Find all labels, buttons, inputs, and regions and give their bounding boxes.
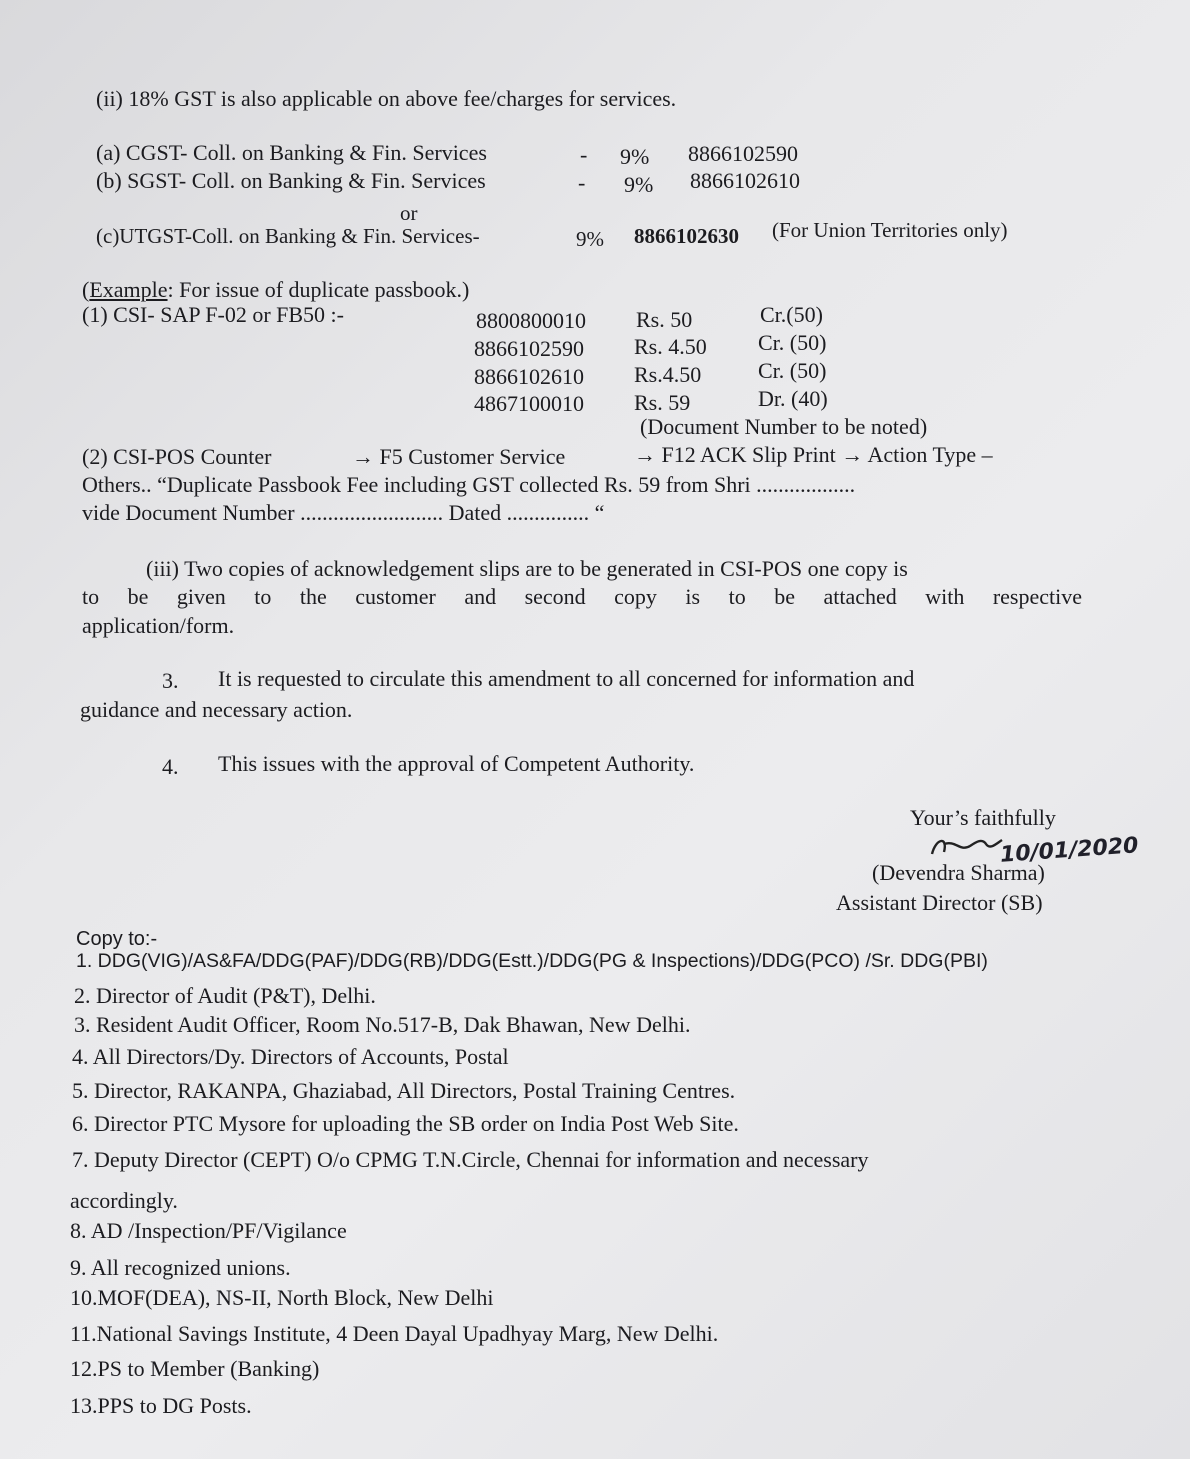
copy-to-item: 6. Director PTC Mysore for uploading the SB order on India Post Web Site. <box>72 1111 739 1136</box>
step2-line3: vide Document Number .......................... Dated ............... “ <box>82 500 605 525</box>
closing-text: Your’s faithfully <box>910 805 1056 830</box>
para3-line2: guidance and necessary action. <box>80 697 353 722</box>
entry-amount: Rs. 4.50 <box>634 334 707 359</box>
para-iii-line1: (iii) Two copies of acknowledgement slips are to be generated in CSI-POS one copy is <box>146 556 908 581</box>
signatory-name: (Devendra Sharma) <box>872 860 1045 885</box>
entry-account: 8866102610 <box>474 364 584 389</box>
entry-amount: Rs.4.50 <box>634 362 702 387</box>
gst-intro: (ii) 18% GST is also applicable on above fee/charges for services. <box>96 86 677 111</box>
entry-account: 4867100010 <box>474 391 584 416</box>
copy-to-item: 10.MOF(DEA), NS-II, North Block, New Delhi <box>70 1285 494 1310</box>
gst-row-cgst-code: 8866102590 <box>688 141 798 166</box>
gst-row-utgst-code: 8866102630 <box>634 224 739 248</box>
doc-number-note: (Document Number to be noted) <box>640 414 928 439</box>
entry-amount: Rs. 50 <box>636 307 693 332</box>
para-iii-line3: application/form. <box>82 613 235 638</box>
entry-type: Cr. (50) <box>758 330 827 355</box>
gst-row-utgst-label: (c)UTGST-Coll. on Banking & Fin. Services- <box>96 224 480 248</box>
entry-type: Dr. (40) <box>758 386 828 411</box>
gst-row-cgst-dash: - <box>580 142 588 167</box>
signatory-designation: Assistant Director (SB) <box>836 890 1043 915</box>
entry-amount: Rs. 59 <box>634 390 691 415</box>
example-step1-label: (1) CSI- SAP F-02 or FB50 :- <box>82 302 344 327</box>
example-heading-label: Example <box>89 277 168 302</box>
step2-line1-a: (2) CSI-POS Counter <box>82 444 272 469</box>
copy-to-item: 7. Deputy Director (CEPT) O/o CPMG T.N.Circle, Chennai for information and necessary <box>72 1147 869 1172</box>
para3-number: 3. <box>162 668 179 693</box>
copy-to-item: 8. AD /Inspection/PF/Vigilance <box>70 1218 347 1243</box>
copy-to-item: 5. Director, RAKANPA, Ghaziabad, All Directors, Postal Training Centres. <box>72 1078 736 1103</box>
gst-row-sgst-code: 8866102610 <box>690 168 800 193</box>
para-iii-line2: to be given to the customer and second copy is to be attached with respective <box>82 584 1082 609</box>
para4-text: This issues with the approval of Competent Authority. <box>218 751 695 776</box>
gst-row-utgst-note: (For Union Territories only) <box>772 218 1008 242</box>
step2-line2: Others.. “Duplicate Passbook Fee including GST collected Rs. 59 from Shri .................. <box>82 472 856 497</box>
signature-date: 10/01/2020 <box>999 833 1140 868</box>
example-heading <box>82 277 469 303</box>
example-heading-open: ( <box>82 277 90 302</box>
entry-type: Cr.(50) <box>760 302 823 327</box>
copy-to-item: 2. Director of Audit (P&T), Delhi. <box>74 983 376 1008</box>
gst-or: or <box>400 201 418 225</box>
signature-scribble <box>926 830 1006 862</box>
entry-account: 8866102590 <box>474 336 584 361</box>
entry-account: 8800800010 <box>476 308 586 333</box>
copy-to-item: 9. All recognized unions. <box>70 1255 291 1280</box>
example-heading-rest: : For issue of duplicate passbook.) <box>167 277 470 302</box>
gst-row-sgst-label: (b) SGST- Coll. on Banking & Fin. Services <box>96 168 486 193</box>
step2-line1-b: → F5 Customer Service <box>352 444 566 469</box>
copy-to-item: 1. DDG(VIG)/AS&FA/DDG(PAF)/DDG(RB)/DDG(Estt.)/DDG(PG & Inspections)/DDG(PCO) /Sr. DDG(PBI) <box>76 950 988 972</box>
gst-row-cgst-rate: 9% <box>620 144 650 169</box>
copy-to-item: 13.PPS to DG Posts. <box>70 1393 252 1418</box>
para3-line1: It is requested to circulate this amendment to all concerned for information and <box>218 666 915 691</box>
copy-to-heading: Copy to:- <box>76 928 158 950</box>
copy-to-item: 11.National Savings Institute, 4 Deen Dayal Upadhyay Marg, New Delhi. <box>70 1321 719 1346</box>
copy-to-item: accordingly. <box>70 1188 178 1213</box>
copy-to-item: 12.PS to Member (Banking) <box>70 1356 320 1381</box>
gst-row-cgst-label: (a) CGST- Coll. on Banking & Fin. Services <box>96 140 487 165</box>
copy-to-item: 4. All Directors/Dy. Directors of Accounts, Postal <box>72 1044 509 1069</box>
gst-row-sgst-rate: 9% <box>624 172 654 197</box>
step2-line1-c: → F12 ACK Slip Print → Action Type – <box>634 442 993 467</box>
entry-type: Cr. (50) <box>758 358 827 383</box>
para4-number: 4. <box>162 754 179 779</box>
gst-row-utgst-rate: 9% <box>576 227 604 251</box>
gst-row-sgst-dash: - <box>578 170 586 195</box>
copy-to-item: 3. Resident Audit Officer, Room No.517-B, Dak Bhawan, New Delhi. <box>74 1012 691 1037</box>
